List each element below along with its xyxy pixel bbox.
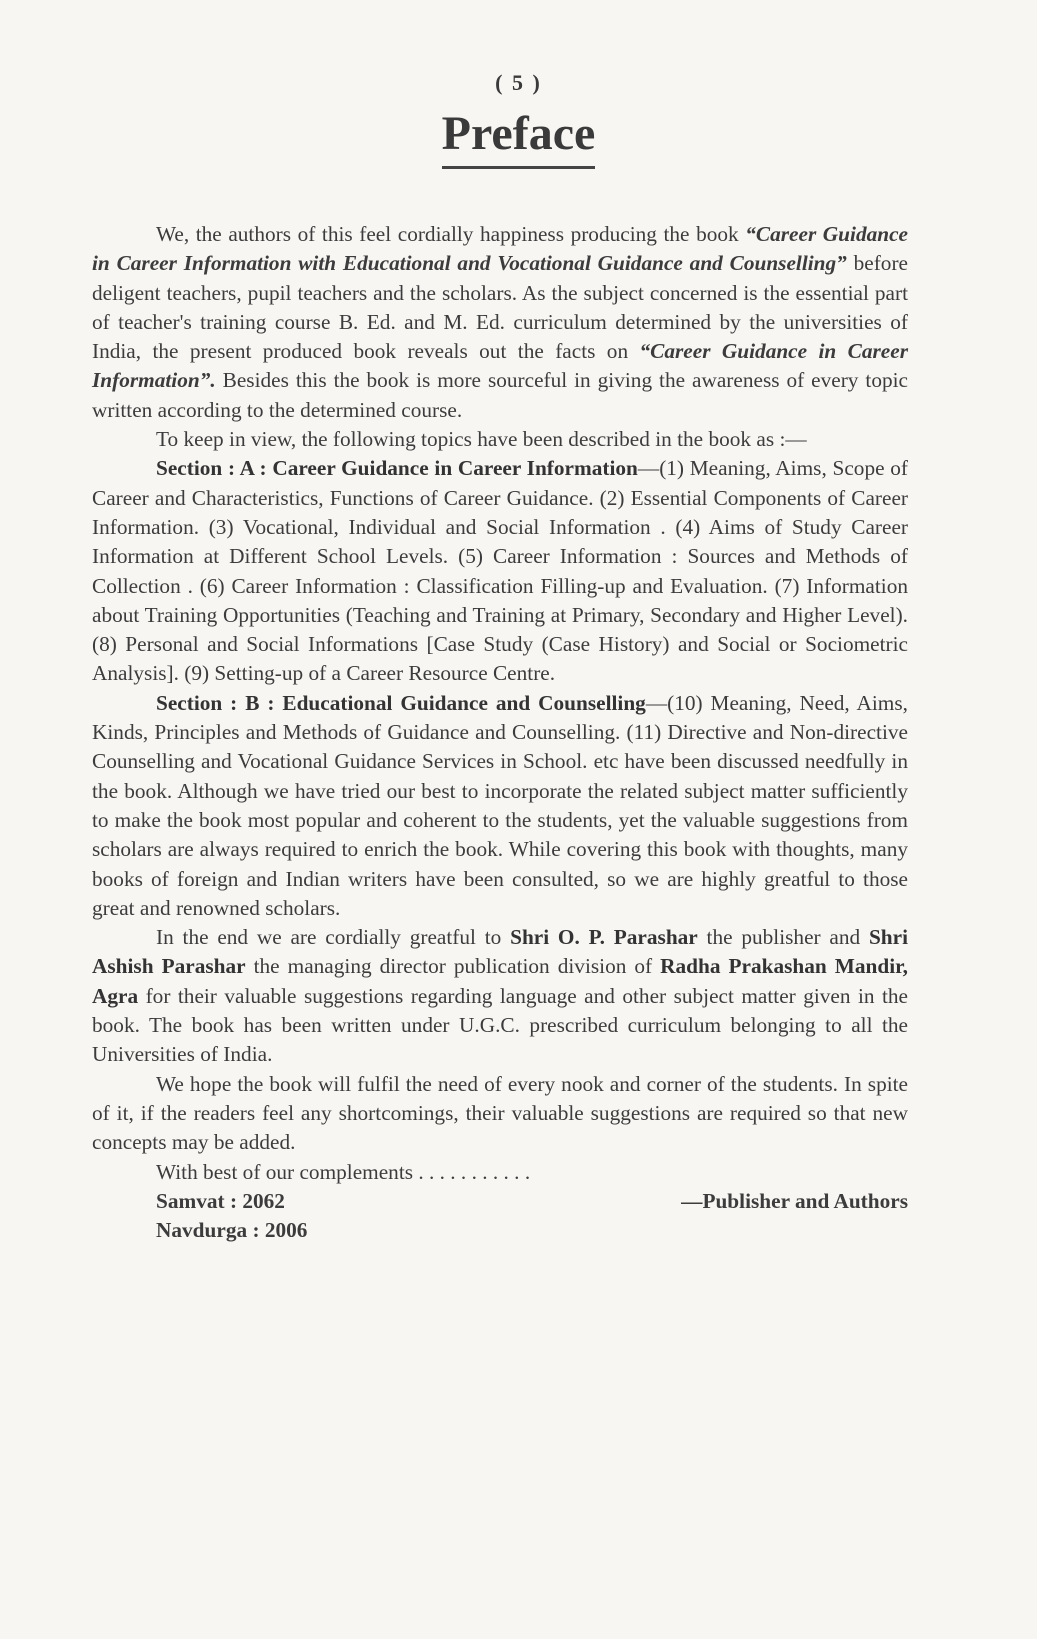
- samvat-date: Samvat : 2062: [156, 1188, 285, 1213]
- book-title: “Career Guidance in Career Information with Educational and Vocational Guidance and Counselling”: [92, 222, 908, 276]
- thanks-text-2: the publisher and: [697, 925, 869, 950]
- section-b-paragraph: [92, 689, 908, 923]
- intro-text-2: before deligent teachers, pupil teachers and the scholars. As the subject concerned is the essential part of teacher's training course B. Ed. and M. Ed. curriculum determined by the universities of India, the present produced book reveals out the facts on: [92, 251, 908, 364]
- signature: —Publisher and Authors: [681, 1188, 908, 1213]
- preface-body: [92, 220, 908, 1245]
- thanks-text-4: for their valuable suggestions regarding language and other subject matter given in the book. The book has been written under U.G.C. prescribed curriculum belonging to all the Universities of India.: [92, 983, 908, 1067]
- thanks-text-3: the managing director publication division of: [245, 954, 661, 979]
- title-wrap: [0, 106, 1037, 169]
- thanks-text-1: In the end we are cordially greatful to: [156, 925, 511, 950]
- page-title: Preface: [442, 106, 596, 169]
- subject-title: “Career Guidance in Career Information”.: [92, 339, 908, 393]
- intro-paragraph: [92, 220, 908, 425]
- section-b-heading: Section : B : Educational Guidance and Counselling: [156, 690, 646, 715]
- page-number: ( 5 ): [495, 70, 542, 95]
- section-a-text: —(1) Meaning, Aims, Scope of Career and Characteristics, Functions of Career Guidance. (2) Essential Components of Career Information. (3) Vocational, Individual and Social Information . (4) Aims of Study Career Information at Different School Levels. (5) Career Information : Sources and Methods of Collection . (6) Career Information : Classification Filling-up and Evaluation. (7) Information about Training Opportunities (Teaching and Training at Primary, Secondary and Higher Level). (8) Personal and Social Informations [Case Study (Case History) and Social or Sociometric Analysis]. (9) Setting-up of a Career Resource Centre.: [92, 456, 908, 686]
- publisher-name: Shri O. P. Parashar: [510, 925, 698, 950]
- closing-line: With best of our complements . . . . . . . . . . .: [156, 1159, 531, 1184]
- director-name: Shri Ashish Parashar: [92, 925, 908, 979]
- intro-text-1: We, the authors of this feel cordially happiness producing the book: [156, 222, 746, 246]
- hope-paragraph: We hope the book will fulfil the need of every nook and corner of the students. In spite of it, if the readers feel any shortcomings, their valuable suggestions are required so that new concepts may be added.: [92, 1071, 908, 1155]
- section-a-paragraph: [92, 454, 908, 688]
- section-a-heading: Section : A : Career Guidance in Career Information: [156, 456, 638, 481]
- organization-name: Radha Prakashan Mandir, Agra: [92, 954, 908, 1008]
- intro-text-3: Besides this the book is more sourceful in giving the awareness of every topic written according to the determined course.: [92, 368, 908, 422]
- topics-intro-paragraph: To keep in view, the following topics have been described in the book as :—: [156, 427, 807, 452]
- section-b-text: —(10) Meaning, Need, Aims, Kinds, Principles and Methods of Guidance and Counselling. (11) Directive and Non-directive Counselling and Vocational Guidance Services in School. etc have been discussed needfully in the book. Although we have tried our best to incorporate the related subject matter sufficiently to make the book most popular and coherent to the students, yet the valuable suggestions from scholars are always required to enrich the book. While covering this book with thoughts, many books of foreign and Indian writers have been consulted, so we are highly greatful to those great and renowned scholars.: [92, 690, 908, 920]
- thanks-paragraph: [92, 923, 908, 1069]
- signature-row: [92, 1187, 908, 1216]
- navdurga-date: Navdurga : 2006: [156, 1218, 308, 1243]
